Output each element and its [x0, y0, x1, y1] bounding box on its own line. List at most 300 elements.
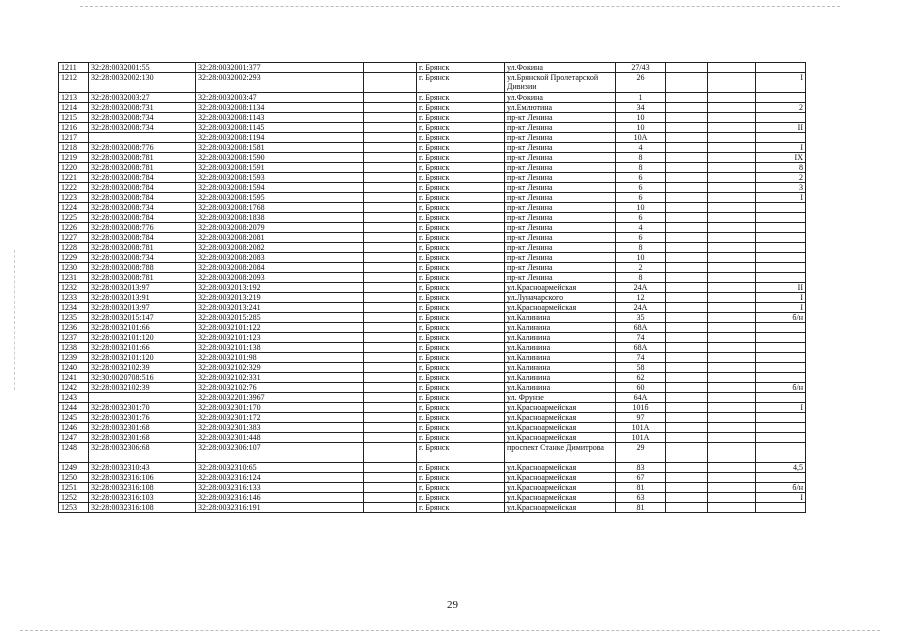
table-row — [59, 503, 806, 513]
house-number: 8 — [616, 243, 666, 253]
street: пр-кт Ленина — [505, 213, 616, 223]
empty-cell — [666, 183, 708, 193]
city: г. Брянск — [417, 343, 505, 353]
land-cadastral-number: 32:28:0032015:147 — [89, 313, 196, 323]
table-row — [59, 423, 806, 433]
empty-cell — [666, 193, 708, 203]
street: проспект Станке Димитрова — [505, 443, 616, 463]
empty-cell — [364, 493, 417, 503]
table-row — [59, 113, 806, 123]
city: г. Брянск — [417, 413, 505, 423]
object-cadastral-number: 32:28:0032102:329 — [196, 363, 364, 373]
house-number: 97 — [616, 413, 666, 423]
object-cadastral-number: 32:28:0032101:98 — [196, 353, 364, 363]
row-number: 1225 — [59, 213, 89, 223]
city: г. Брянск — [417, 183, 505, 193]
empty-cell — [666, 493, 708, 503]
empty-cell — [708, 283, 756, 293]
object-cadastral-number: 32:28:0032101:138 — [196, 343, 364, 353]
table-row — [59, 273, 806, 283]
street: пр-кт Ленина — [505, 233, 616, 243]
table-row — [59, 283, 806, 293]
street: пр-кт Ленина — [505, 163, 616, 173]
property-register-table — [58, 62, 806, 513]
empty-cell — [666, 313, 708, 323]
land-cadastral-number: 32:28:0032008:734 — [89, 253, 196, 263]
land-cadastral-number: 32:28:0032101:66 — [89, 343, 196, 353]
table-row — [59, 393, 806, 403]
house-number: 6 — [616, 193, 666, 203]
object-cadastral-number: 32:28:0032310:65 — [196, 463, 364, 473]
empty-cell — [708, 503, 756, 513]
empty-cell — [666, 333, 708, 343]
empty-cell — [364, 283, 417, 293]
empty-cell — [364, 423, 417, 433]
empty-cell — [666, 443, 708, 463]
land-cadastral-number: 32:28:0032008:734 — [89, 113, 196, 123]
house-number: 10А — [616, 133, 666, 143]
land-cadastral-number: 32:28:0032316:108 — [89, 503, 196, 513]
land-cadastral-number: 32:28:0032316:106 — [89, 473, 196, 483]
row-number: 1217 — [59, 133, 89, 143]
street: пр-кт Ленина — [505, 193, 616, 203]
empty-cell — [708, 343, 756, 353]
house-number: 1 — [616, 93, 666, 103]
empty-cell — [708, 133, 756, 143]
empty-cell — [666, 243, 708, 253]
row-number: 1248 — [59, 443, 89, 463]
row-number: 1228 — [59, 243, 89, 253]
land-cadastral-number: 32:28:0032008:788 — [89, 263, 196, 273]
object-cadastral-number: 32:28:0032015:285 — [196, 313, 364, 323]
empty-cell — [666, 353, 708, 363]
empty-cell — [666, 163, 708, 173]
row-number: 1235 — [59, 313, 89, 323]
city: г. Брянск — [417, 163, 505, 173]
premise-number: б/н — [756, 313, 806, 323]
premise-number: I — [756, 403, 806, 413]
street: пр-кт Ленина — [505, 273, 616, 283]
street: ул.Фокина — [505, 93, 616, 103]
street: пр-кт Ленина — [505, 123, 616, 133]
city: г. Брянск — [417, 93, 505, 103]
empty-cell — [708, 143, 756, 153]
table-row — [59, 313, 806, 323]
premise-number — [756, 263, 806, 273]
object-cadastral-number: 32:28:0032001:377 — [196, 63, 364, 73]
row-number: 1224 — [59, 203, 89, 213]
empty-cell — [364, 293, 417, 303]
empty-cell — [708, 183, 756, 193]
premise-number — [756, 333, 806, 343]
empty-cell — [708, 273, 756, 283]
empty-cell — [666, 413, 708, 423]
table-row — [59, 133, 806, 143]
premise-number: IX — [756, 153, 806, 163]
land-cadastral-number: 32:28:0032008:731 — [89, 103, 196, 113]
premise-number: 4,5 — [756, 463, 806, 473]
row-number: 1245 — [59, 413, 89, 423]
empty-cell — [666, 123, 708, 133]
table-row — [59, 63, 806, 73]
land-cadastral-number — [89, 393, 196, 403]
house-number: 26 — [616, 73, 666, 93]
table-row — [59, 263, 806, 273]
empty-cell — [666, 463, 708, 473]
land-cadastral-number: 32:30:0020708:516 — [89, 373, 196, 383]
empty-cell — [364, 123, 417, 133]
empty-cell — [666, 73, 708, 93]
empty-cell — [364, 193, 417, 203]
object-cadastral-number: 32:28:0032008:2081 — [196, 233, 364, 243]
city: г. Брянск — [417, 213, 505, 223]
empty-cell — [708, 363, 756, 373]
empty-cell — [708, 63, 756, 73]
premise-number — [756, 63, 806, 73]
land-cadastral-number: 32:28:0032310:43 — [89, 463, 196, 473]
land-cadastral-number — [89, 133, 196, 143]
street: ул.Красноармейская — [505, 413, 616, 423]
object-cadastral-number: 32:28:0032301:170 — [196, 403, 364, 413]
empty-cell — [364, 263, 417, 273]
object-cadastral-number: 32:28:0032008:1838 — [196, 213, 364, 223]
land-cadastral-number: 32:28:0032013:97 — [89, 283, 196, 293]
empty-cell — [364, 313, 417, 323]
table-row — [59, 353, 806, 363]
empty-cell — [666, 303, 708, 313]
empty-cell — [364, 443, 417, 463]
house-number: 60 — [616, 383, 666, 393]
table-body — [59, 63, 806, 513]
empty-cell — [364, 213, 417, 223]
land-cadastral-number: 32:28:0032301:70 — [89, 403, 196, 413]
table-row — [59, 493, 806, 503]
empty-cell — [364, 183, 417, 193]
empty-cell — [708, 353, 756, 363]
house-number: 10 — [616, 253, 666, 263]
city: г. Брянск — [417, 483, 505, 493]
row-number: 1239 — [59, 353, 89, 363]
city: г. Брянск — [417, 403, 505, 413]
row-number: 1213 — [59, 93, 89, 103]
empty-cell — [708, 223, 756, 233]
empty-cell — [708, 173, 756, 183]
city: г. Брянск — [417, 223, 505, 233]
premise-number — [756, 253, 806, 263]
empty-cell — [364, 133, 417, 143]
empty-cell — [666, 473, 708, 483]
object-cadastral-number: 32:28:0032316:191 — [196, 503, 364, 513]
row-number: 1218 — [59, 143, 89, 153]
empty-cell — [666, 383, 708, 393]
empty-cell — [364, 303, 417, 313]
premise-number: I — [756, 303, 806, 313]
house-number: 6 — [616, 213, 666, 223]
premise-number — [756, 233, 806, 243]
city: г. Брянск — [417, 263, 505, 273]
scan-artifact-bottom — [20, 630, 880, 634]
empty-cell — [708, 323, 756, 333]
land-cadastral-number: 32:28:0032316:108 — [89, 483, 196, 493]
object-cadastral-number: 32:28:0032301:383 — [196, 423, 364, 433]
land-cadastral-number: 32:28:0032008:781 — [89, 273, 196, 283]
row-number: 1223 — [59, 193, 89, 203]
empty-cell — [364, 93, 417, 103]
object-cadastral-number: 32:28:0032008:1194 — [196, 133, 364, 143]
table-row — [59, 333, 806, 343]
empty-cell — [666, 373, 708, 383]
table-row — [59, 243, 806, 253]
city: г. Брянск — [417, 193, 505, 203]
empty-cell — [708, 473, 756, 483]
premise-number: 2 — [756, 103, 806, 113]
city: г. Брянск — [417, 173, 505, 183]
land-cadastral-number: 32:28:0032013:91 — [89, 293, 196, 303]
street: ул.Калинина — [505, 353, 616, 363]
empty-cell — [708, 333, 756, 343]
empty-cell — [666, 343, 708, 353]
object-cadastral-number: 32:28:0032301:172 — [196, 413, 364, 423]
table-row — [59, 183, 806, 193]
empty-cell — [364, 483, 417, 493]
house-number: 4 — [616, 143, 666, 153]
empty-cell — [708, 313, 756, 323]
street: ул.Калинина — [505, 363, 616, 373]
house-number: 10 — [616, 203, 666, 213]
premise-number — [756, 433, 806, 443]
premise-number — [756, 413, 806, 423]
table-row — [59, 123, 806, 133]
street: ул.Красноармейская — [505, 433, 616, 443]
empty-cell — [364, 353, 417, 363]
premise-number — [756, 213, 806, 223]
empty-cell — [364, 253, 417, 263]
empty-cell — [708, 113, 756, 123]
house-number: 6 — [616, 233, 666, 243]
empty-cell — [364, 73, 417, 93]
street: пр-кт Ленина — [505, 113, 616, 123]
table-row — [59, 373, 806, 383]
object-cadastral-number: 32:28:0032101:122 — [196, 323, 364, 333]
house-number: 10 — [616, 123, 666, 133]
row-number: 1231 — [59, 273, 89, 283]
land-cadastral-number: 32:28:0032002:130 — [89, 73, 196, 93]
row-number: 1233 — [59, 293, 89, 303]
table-row — [59, 163, 806, 173]
object-cadastral-number: 32:28:0032008:1145 — [196, 123, 364, 133]
empty-cell — [708, 383, 756, 393]
row-number: 1215 — [59, 113, 89, 123]
table-row — [59, 193, 806, 203]
table-row — [59, 343, 806, 353]
empty-cell — [666, 393, 708, 403]
street: ул.Фокина — [505, 63, 616, 73]
row-number: 1252 — [59, 493, 89, 503]
land-cadastral-number: 32:28:0032008:781 — [89, 243, 196, 253]
empty-cell — [364, 273, 417, 283]
empty-cell — [364, 463, 417, 473]
empty-cell — [708, 433, 756, 443]
empty-cell — [666, 103, 708, 113]
street: ул.Калинина — [505, 343, 616, 353]
house-number: 62 — [616, 373, 666, 383]
table-row — [59, 233, 806, 243]
row-number: 1236 — [59, 323, 89, 333]
row-number: 1242 — [59, 383, 89, 393]
empty-cell — [364, 413, 417, 423]
row-number: 1251 — [59, 483, 89, 493]
row-number: 1216 — [59, 123, 89, 133]
premise-number: б/н — [756, 383, 806, 393]
street: пр-кт Ленина — [505, 263, 616, 273]
city: г. Брянск — [417, 383, 505, 393]
land-cadastral-number: 32:28:0032008:784 — [89, 213, 196, 223]
premise-number: I — [756, 143, 806, 153]
row-number: 1230 — [59, 263, 89, 273]
empty-cell — [364, 393, 417, 403]
empty-cell — [666, 423, 708, 433]
city: г. Брянск — [417, 363, 505, 373]
city: г. Брянск — [417, 273, 505, 283]
city: г. Брянск — [417, 493, 505, 503]
premise-number — [756, 473, 806, 483]
street: пр-кт Ленина — [505, 133, 616, 143]
empty-cell — [708, 413, 756, 423]
city: г. Брянск — [417, 123, 505, 133]
house-number: 68А — [616, 343, 666, 353]
row-number: 1244 — [59, 403, 89, 413]
street: ул.Красноармейская — [505, 303, 616, 313]
premise-number: I — [756, 493, 806, 503]
premise-number — [756, 243, 806, 253]
city: г. Брянск — [417, 133, 505, 143]
street: ул.Красноармейская — [505, 423, 616, 433]
empty-cell — [364, 223, 417, 233]
empty-cell — [666, 63, 708, 73]
city: г. Брянск — [417, 233, 505, 243]
table-row — [59, 153, 806, 163]
empty-cell — [666, 273, 708, 283]
premise-number — [756, 373, 806, 383]
street: пр-кт Ленина — [505, 253, 616, 263]
premise-number — [756, 353, 806, 363]
house-number: 6 — [616, 183, 666, 193]
house-number: 35 — [616, 313, 666, 323]
city: г. Брянск — [417, 253, 505, 263]
empty-cell — [708, 123, 756, 133]
empty-cell — [666, 143, 708, 153]
row-number: 1214 — [59, 103, 89, 113]
house-number: 81 — [616, 483, 666, 493]
empty-cell — [364, 153, 417, 163]
land-cadastral-number: 32:28:0032101:120 — [89, 333, 196, 343]
premise-number: II — [756, 123, 806, 133]
table-row — [59, 93, 806, 103]
land-cadastral-number: 32:28:0032101:66 — [89, 323, 196, 333]
table-row — [59, 103, 806, 113]
city: г. Брянск — [417, 433, 505, 443]
table-row — [59, 463, 806, 473]
object-cadastral-number: 32:28:0032008:1593 — [196, 173, 364, 183]
street: ул.Калинина — [505, 383, 616, 393]
house-number: 64А — [616, 393, 666, 403]
row-number: 1227 — [59, 233, 89, 243]
table-row — [59, 443, 806, 463]
city: г. Брянск — [417, 153, 505, 163]
street: ул.Калинина — [505, 323, 616, 333]
city: г. Брянск — [417, 333, 505, 343]
city: г. Брянск — [417, 313, 505, 323]
empty-cell — [708, 403, 756, 413]
empty-cell — [666, 293, 708, 303]
house-number: 10 — [616, 113, 666, 123]
object-cadastral-number: 32:28:0032008:2082 — [196, 243, 364, 253]
land-cadastral-number: 32:28:0032008:734 — [89, 203, 196, 213]
row-number: 1226 — [59, 223, 89, 233]
house-number: 4 — [616, 223, 666, 233]
row-number: 1249 — [59, 463, 89, 473]
premise-number: I — [756, 293, 806, 303]
street: пр-кт Ленина — [505, 203, 616, 213]
object-cadastral-number: 32:28:0032002:293 — [196, 73, 364, 93]
empty-cell — [708, 163, 756, 173]
land-cadastral-number: 32:28:0032003:27 — [89, 93, 196, 103]
page-number: 29 — [447, 599, 458, 611]
empty-cell — [708, 73, 756, 93]
house-number: 101А — [616, 423, 666, 433]
object-cadastral-number: 32:28:0032008:2079 — [196, 223, 364, 233]
city: г. Брянск — [417, 303, 505, 313]
street: ул.Луначарского — [505, 293, 616, 303]
row-number: 1222 — [59, 183, 89, 193]
row-number: 1232 — [59, 283, 89, 293]
empty-cell — [364, 113, 417, 123]
empty-cell — [666, 133, 708, 143]
house-number: 68А — [616, 323, 666, 333]
table-row — [59, 383, 806, 393]
city: г. Брянск — [417, 143, 505, 153]
empty-cell — [364, 233, 417, 243]
object-cadastral-number: 32:28:0032008:1595 — [196, 193, 364, 203]
row-number: 1212 — [59, 73, 89, 93]
premise-number: 2 — [756, 173, 806, 183]
premise-number — [756, 93, 806, 103]
object-cadastral-number: 32:28:0032008:1768 — [196, 203, 364, 213]
empty-cell — [364, 173, 417, 183]
premise-number — [756, 393, 806, 403]
land-cadastral-number: 32:28:0032008:784 — [89, 173, 196, 183]
house-number: 12 — [616, 293, 666, 303]
land-cadastral-number: 32:28:0032008:781 — [89, 153, 196, 163]
object-cadastral-number: 32:28:0032101:123 — [196, 333, 364, 343]
city: г. Брянск — [417, 463, 505, 473]
land-cadastral-number: 32:28:0032013:97 — [89, 303, 196, 313]
house-number: 8 — [616, 153, 666, 163]
object-cadastral-number: 32:28:0032102:331 — [196, 373, 364, 383]
city: г. Брянск — [417, 203, 505, 213]
premise-number: I — [756, 193, 806, 203]
land-cadastral-number: 32:28:0032008:776 — [89, 143, 196, 153]
empty-cell — [708, 193, 756, 203]
empty-cell — [708, 463, 756, 473]
street: ул.Брянской Пролетарской Дивизии — [505, 73, 616, 93]
city: г. Брянск — [417, 393, 505, 403]
street: пр-кт Ленина — [505, 223, 616, 233]
empty-cell — [666, 503, 708, 513]
empty-cell — [364, 103, 417, 113]
row-number: 1247 — [59, 433, 89, 443]
empty-cell — [364, 473, 417, 483]
